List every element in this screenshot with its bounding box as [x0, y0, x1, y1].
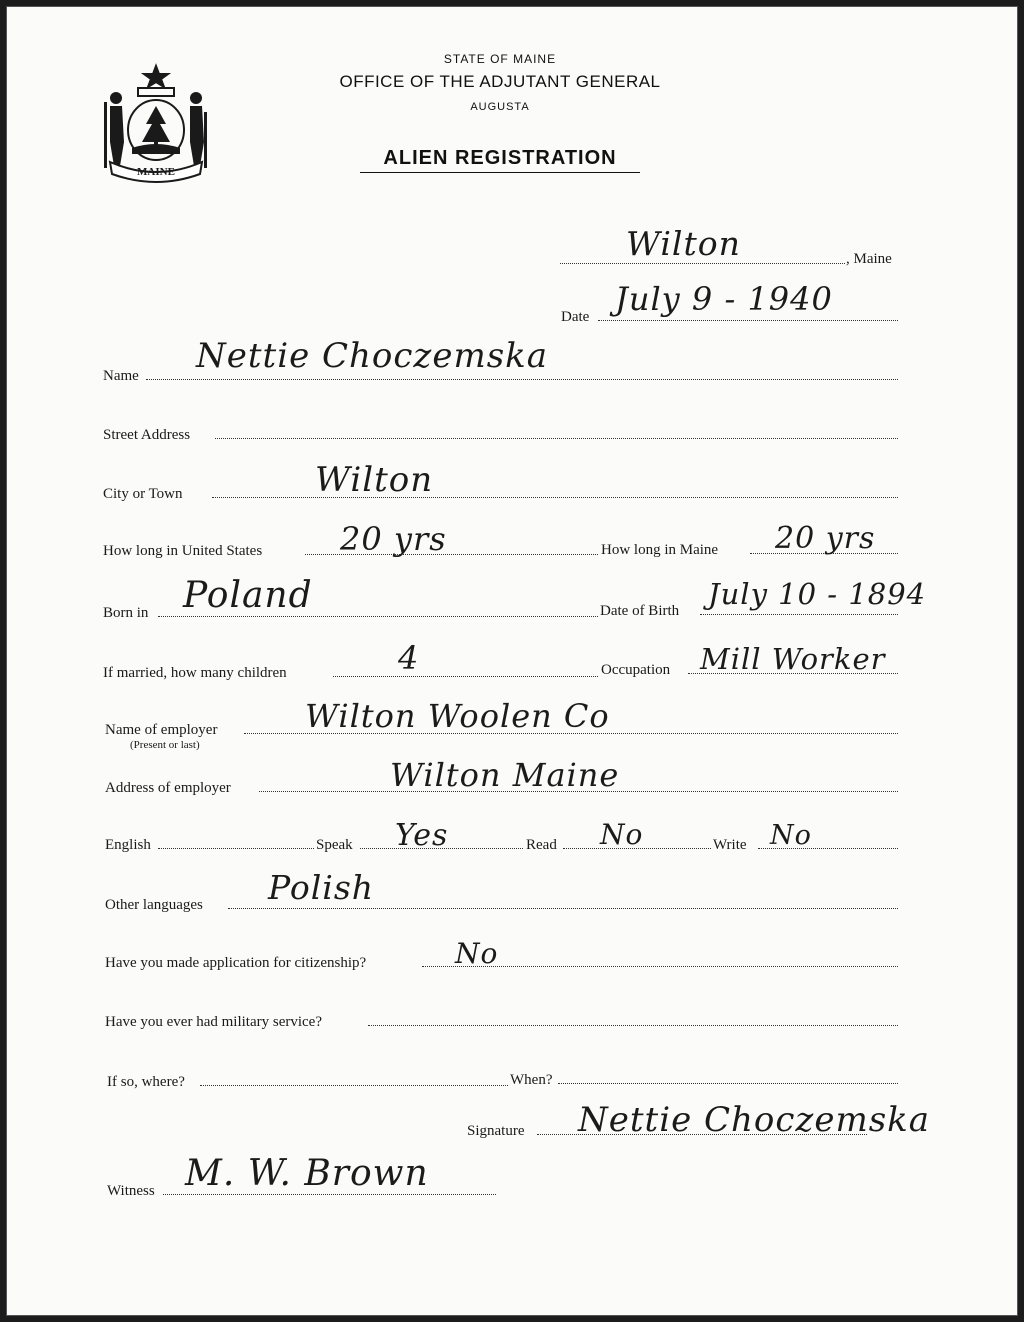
speak-label: Speak: [316, 837, 353, 853]
employer-sublabel: (Present or last): [130, 739, 200, 751]
name-line: [146, 379, 898, 380]
how-long-us-label: How long in United States: [103, 543, 263, 559]
date-label: Date: [561, 309, 590, 325]
other-languages-label: Other languages: [105, 897, 203, 913]
occupation-value[interactable]: Mill Worker: [700, 642, 886, 676]
military-label: Have you ever had military service?: [105, 1014, 322, 1030]
state-seal-icon: [100, 62, 212, 184]
when-line: [558, 1083, 898, 1084]
town-line: [560, 263, 845, 264]
town-value[interactable]: Wilton: [626, 224, 741, 263]
witness-line: [163, 1194, 496, 1195]
how-long-maine-label: How long in Maine: [601, 542, 719, 558]
read-value[interactable]: No: [600, 818, 644, 851]
where-line: [200, 1085, 508, 1086]
military-line: [368, 1025, 898, 1026]
maine-label: , Maine: [846, 251, 892, 267]
employer-label: Name of employer: [105, 722, 218, 738]
office-heading: OFFICE OF THE ADJUTANT GENERAL: [339, 72, 661, 91]
date-of-birth-line: [700, 614, 898, 615]
where-label: If so, where?: [107, 1074, 185, 1090]
read-label: Read: [526, 837, 557, 853]
english-line: [158, 848, 314, 849]
other-languages-value[interactable]: Polish: [268, 868, 375, 907]
employer-address-label: Address of employer: [105, 780, 231, 796]
occupation-label: Occupation: [601, 662, 671, 678]
witness-value[interactable]: M. W. Brown: [185, 1153, 429, 1194]
svg-text:MAINE: MAINE: [137, 166, 175, 178]
street-address-label: Street Address: [103, 427, 191, 443]
children-value[interactable]: 4: [398, 639, 420, 677]
write-value[interactable]: No: [770, 820, 812, 851]
date-value[interactable]: July 9 - 1940: [615, 280, 833, 318]
signature-label: Signature: [467, 1123, 525, 1139]
date-line: [598, 320, 898, 321]
city-heading: AUGUSTA: [470, 101, 530, 113]
signature-value[interactable]: Nettie Choczemska: [578, 1100, 931, 1140]
born-in-line: [158, 616, 598, 617]
employer-address-value[interactable]: Wilton Maine: [390, 756, 620, 794]
how-long-us-value[interactable]: 20 yrs: [340, 520, 447, 558]
witness-label: Witness: [107, 1183, 155, 1199]
speak-value[interactable]: Yes: [395, 818, 449, 853]
name-label: Name: [103, 368, 139, 384]
children-line: [333, 676, 598, 677]
employer-value[interactable]: Wilton Woolen Co: [305, 697, 610, 735]
citizenship-value[interactable]: No: [455, 937, 499, 970]
write-label: Write: [713, 837, 747, 853]
name-value[interactable]: Nettie Choczemska: [196, 336, 549, 376]
date-of-birth-value[interactable]: July 10 - 1894: [708, 577, 927, 611]
children-label: If married, how many children: [103, 665, 287, 681]
street-address-line: [215, 438, 898, 439]
born-in-value[interactable]: Poland: [183, 575, 313, 616]
date-of-birth-label: Date of Birth: [600, 603, 680, 619]
english-label: English: [105, 837, 151, 853]
when-label: When?: [510, 1072, 553, 1088]
form-title: ALIEN REGISTRATION: [360, 147, 640, 173]
city-value[interactable]: Wilton: [315, 460, 434, 500]
city-label: City or Town: [103, 486, 183, 502]
state-heading: STATE OF MAINE: [443, 52, 557, 66]
born-in-label: Born in: [103, 605, 149, 621]
how-long-maine-value[interactable]: 20 yrs: [775, 521, 876, 556]
citizenship-label: Have you made application for citizenship?: [105, 955, 367, 971]
other-languages-line: [228, 908, 898, 909]
